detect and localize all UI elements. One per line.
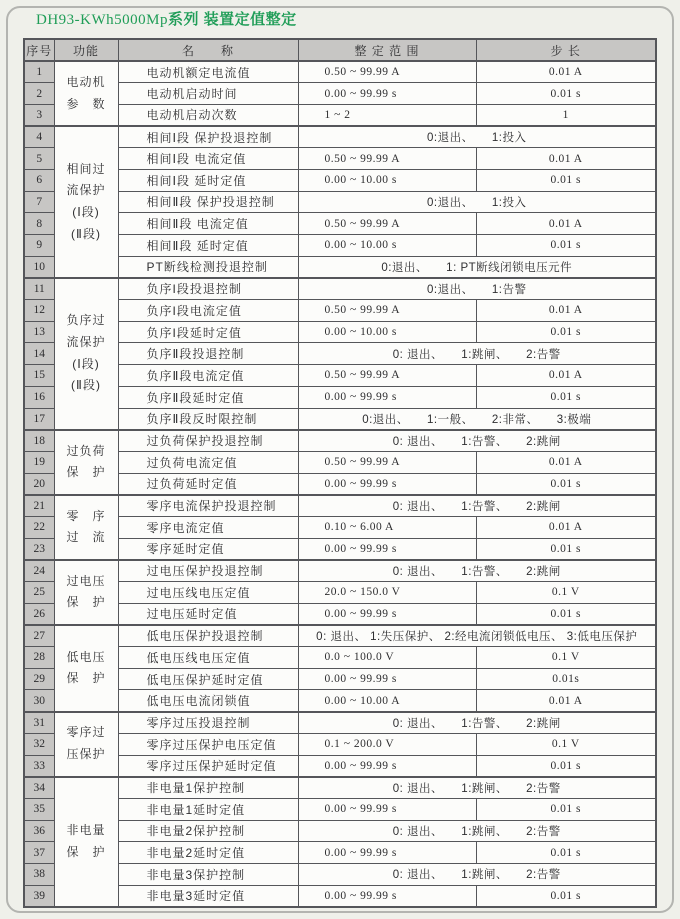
- setting-name-cell: 零序电流定值: [118, 516, 298, 538]
- step-size-cell: 0.01 s: [476, 321, 656, 343]
- row-number-cell: 15: [24, 365, 54, 387]
- setting-name-cell: 电动机启动时间: [118, 83, 298, 105]
- table-row: [24, 321, 656, 343]
- function-group-label: 零序过: [66, 725, 106, 740]
- setting-range-cell: 0.00 ~ 10.00 s: [298, 321, 476, 343]
- header-name: 名 称: [118, 39, 298, 61]
- row-number-cell: 7: [24, 191, 54, 213]
- function-group-label: 流保护: [66, 183, 106, 198]
- settings-table: [23, 38, 657, 908]
- function-group-label: 零 序: [66, 508, 106, 523]
- step-size-cell: 0.01 A: [476, 148, 656, 170]
- function-group-label: 保 护: [66, 595, 106, 610]
- row-number-cell: 32: [24, 733, 54, 755]
- row-number-cell: 22: [24, 516, 54, 538]
- step-size-cell: 0.1 V: [476, 582, 656, 604]
- setting-range-cell: 0.00 ~ 99.99 s: [298, 755, 476, 777]
- row-number-cell: 30: [24, 690, 54, 712]
- setting-range-cell: 0.00 ~ 99.99 s: [298, 798, 476, 820]
- setting-name-cell: 过负荷延时定值: [118, 473, 298, 495]
- table-row: [24, 191, 656, 213]
- row-number-cell: 38: [24, 863, 54, 885]
- table-row: [24, 278, 656, 300]
- table-row: [24, 777, 656, 799]
- setting-name-cell: 零序过压投退控制: [118, 712, 298, 734]
- row-number-cell: 17: [24, 408, 54, 430]
- table-row: [24, 126, 656, 148]
- function-group-zero-seq-overvolt: [54, 712, 118, 777]
- table-row: [24, 885, 656, 907]
- setting-options-cell: 0: 退出、 1:告警、 2:跳闸: [298, 430, 656, 452]
- function-group-phase-overcurrent: [54, 126, 118, 278]
- step-size-cell: 0.01 s: [476, 755, 656, 777]
- table-row: [24, 365, 656, 387]
- function-group-label: 非电量: [66, 823, 106, 838]
- function-group-label: 负序过: [66, 313, 106, 328]
- setting-range-cell: 0.50 ~ 99.99 A: [298, 61, 476, 83]
- setting-options-cell: 0: 退出、 1:失压保护、 2:经电流闭锁低电压、 3:低电压保护: [298, 625, 656, 647]
- step-size-cell: 0.01 A: [476, 690, 656, 712]
- table-header: [24, 39, 656, 61]
- function-group-label: 过负荷: [66, 443, 106, 458]
- setting-range-cell: 0.50 ~ 99.99 A: [298, 213, 476, 235]
- setting-range-cell: 1 ~ 2: [298, 104, 476, 126]
- setting-range-cell: 0.00 ~ 99.99 s: [298, 473, 476, 495]
- row-number-cell: 27: [24, 625, 54, 647]
- row-number-cell: 33: [24, 755, 54, 777]
- setting-name-cell: 非电量1保护控制: [118, 777, 298, 799]
- table-row: [24, 61, 656, 83]
- setting-name-cell: 非电量2延时定值: [118, 842, 298, 864]
- setting-name-cell: 相间Ⅱ段 保护投退控制: [118, 191, 298, 213]
- setting-options-cell: 0: 退出、 1:告警、 2:跳闸: [298, 495, 656, 517]
- step-size-cell: 0.01 s: [476, 169, 656, 191]
- setting-name-cell: 过电压保护投退控制: [118, 560, 298, 582]
- table-row: [24, 473, 656, 495]
- function-group-label: 保 护: [66, 671, 106, 686]
- setting-name-cell: 过电压延时定值: [118, 603, 298, 625]
- function-group-non-electric: [54, 777, 118, 907]
- function-group-overload: [54, 430, 118, 495]
- setting-range-cell: 20.0 ~ 150.0 V: [298, 582, 476, 604]
- row-number-cell: 26: [24, 603, 54, 625]
- setting-options-cell: 0: 退出、 1:告警、 2:跳闸: [298, 712, 656, 734]
- table-row: [24, 733, 656, 755]
- setting-range-cell: 0.00 ~ 10.00 s: [298, 169, 476, 191]
- row-number-cell: 28: [24, 647, 54, 669]
- setting-name-cell: 低电压电流闭锁值: [118, 690, 298, 712]
- function-group-motor-params: [54, 61, 118, 126]
- row-number-cell: 36: [24, 820, 54, 842]
- setting-options-cell: 0:退出、 1:投入: [298, 126, 656, 148]
- setting-options-cell: 0: 退出、 1:跳闸、 2:告警: [298, 343, 656, 365]
- setting-name-cell: 非电量2保护控制: [118, 820, 298, 842]
- step-size-cell: 0.01 A: [476, 213, 656, 235]
- step-size-cell: 0.01 s: [476, 603, 656, 625]
- function-group-label: 过 流: [66, 530, 106, 545]
- table-row: [24, 495, 656, 517]
- row-number-cell: 23: [24, 538, 54, 560]
- setting-range-cell: 0.00 ~ 99.99 s: [298, 386, 476, 408]
- table-row: [24, 560, 656, 582]
- setting-options-cell: 0: 退出、 1:告警、 2:跳闸: [298, 560, 656, 582]
- row-number-cell: 11: [24, 278, 54, 300]
- title-model-number: DH93-KWh5000Mp: [36, 12, 168, 28]
- setting-options-cell: 0:退出、 1:一般、 2:非常、 3:极端: [298, 408, 656, 430]
- setting-range-cell: 0.00 ~ 10.00 A: [298, 690, 476, 712]
- setting-name-cell: 过负荷电流定值: [118, 451, 298, 473]
- setting-name-cell: 负序I段投退控制: [118, 278, 298, 300]
- step-size-cell: 0.1 V: [476, 647, 656, 669]
- row-number-cell: 1: [24, 61, 54, 83]
- setting-range-cell: 0.00 ~ 99.99 s: [298, 603, 476, 625]
- table-row: [24, 538, 656, 560]
- row-number-cell: 3: [24, 104, 54, 126]
- setting-name-cell: 相间Ⅰ段 延时定值: [118, 169, 298, 191]
- row-number-cell: 13: [24, 321, 54, 343]
- step-size-cell: 0.01 s: [476, 538, 656, 560]
- row-number-cell: 25: [24, 582, 54, 604]
- table-row: [24, 842, 656, 864]
- table-row: [24, 712, 656, 734]
- function-group-label: 电动机: [66, 74, 106, 89]
- table-row: [24, 300, 656, 322]
- table-row: [24, 408, 656, 430]
- setting-options-cell: 0:退出、 1:告警: [298, 278, 656, 300]
- row-number-cell: 24: [24, 560, 54, 582]
- header-serial-number: 序号: [24, 39, 54, 61]
- title-suffix: 系列 装置定值整定: [168, 11, 297, 28]
- table-row: [24, 386, 656, 408]
- setting-name-cell: 非电量3延时定值: [118, 885, 298, 907]
- setting-name-cell: 电动机启动次数: [118, 104, 298, 126]
- row-number-cell: 20: [24, 473, 54, 495]
- header-step-size: 步 长: [476, 39, 656, 61]
- setting-name-cell: 负序Ⅱ段电流定值: [118, 365, 298, 387]
- table-row: [24, 625, 656, 647]
- step-size-cell: 0.01s: [476, 668, 656, 690]
- table-row: [24, 104, 656, 126]
- step-size-cell: 0.01 s: [476, 83, 656, 105]
- setting-range-cell: 0.50 ~ 99.99 A: [298, 451, 476, 473]
- setting-options-cell: 0:退出、 1: PT断线闭锁电压元件: [298, 256, 656, 278]
- setting-name-cell: 非电量3保护控制: [118, 863, 298, 885]
- row-number-cell: 34: [24, 777, 54, 799]
- row-number-cell: 14: [24, 343, 54, 365]
- setting-range-cell: 0.00 ~ 99.99 s: [298, 538, 476, 560]
- page-title: [36, 8, 297, 29]
- table-row: [24, 582, 656, 604]
- setting-name-cell: 相间Ⅰ段 电流定值: [118, 148, 298, 170]
- setting-name-cell: 电动机额定电流值: [118, 61, 298, 83]
- table-row: [24, 430, 656, 452]
- table-row: [24, 820, 656, 842]
- setting-name-cell: 非电量1延时定值: [118, 798, 298, 820]
- setting-name-cell: 零序过压保护电压定值: [118, 733, 298, 755]
- setting-range-cell: 0.00 ~ 99.99 s: [298, 842, 476, 864]
- setting-name-cell: 低电压线电压定值: [118, 647, 298, 669]
- setting-options-cell: 0:退出、 1:投入: [298, 191, 656, 213]
- row-number-cell: 6: [24, 169, 54, 191]
- setting-name-cell: 负序Ⅱ段投退控制: [118, 343, 298, 365]
- table-row: [24, 690, 656, 712]
- setting-range-cell: 0.1 ~ 200.0 V: [298, 733, 476, 755]
- step-size-cell: 0.01 A: [476, 300, 656, 322]
- row-number-cell: 29: [24, 668, 54, 690]
- setting-range-cell: 0.50 ~ 99.99 A: [298, 365, 476, 387]
- row-number-cell: 10: [24, 256, 54, 278]
- function-group-label: (Ⅱ段): [71, 378, 101, 393]
- table-row: [24, 148, 656, 170]
- row-number-cell: 2: [24, 83, 54, 105]
- setting-name-cell: 负序Ⅱ段反时限控制: [118, 408, 298, 430]
- step-size-cell: 0.01 A: [476, 451, 656, 473]
- table-row: [24, 516, 656, 538]
- row-number-cell: 21: [24, 495, 54, 517]
- table-row: [24, 343, 656, 365]
- setting-name-cell: 过电压线电压定值: [118, 582, 298, 604]
- setting-name-cell: 零序过压保护延时定值: [118, 755, 298, 777]
- row-number-cell: 39: [24, 885, 54, 907]
- step-size-cell: 1: [476, 104, 656, 126]
- row-number-cell: 31: [24, 712, 54, 734]
- function-group-negative-sequence: [54, 278, 118, 430]
- setting-options-cell: 0: 退出、 1:跳闸、 2:告警: [298, 863, 656, 885]
- setting-name-cell: 负序I段电流定值: [118, 300, 298, 322]
- step-size-cell: 0.01 s: [476, 798, 656, 820]
- row-number-cell: 35: [24, 798, 54, 820]
- row-number-cell: 5: [24, 148, 54, 170]
- setting-name-cell: 相间Ⅰ段 保护投退控制: [118, 126, 298, 148]
- table-row: [24, 647, 656, 669]
- setting-name-cell: 低电压保护延时定值: [118, 668, 298, 690]
- setting-name-cell: 相间Ⅱ段 电流定值: [118, 213, 298, 235]
- function-group-label: 过电压: [66, 573, 106, 588]
- step-size-cell: 0.01 s: [476, 235, 656, 257]
- function-group-label: 低电压: [66, 649, 106, 664]
- setting-options-cell: 0: 退出、 1:跳闸、 2:告警: [298, 777, 656, 799]
- setting-range-cell: 0.00 ~ 99.99 s: [298, 668, 476, 690]
- step-size-cell: 0.01 s: [476, 473, 656, 495]
- function-group-label: 流保护: [66, 335, 106, 350]
- row-number-cell: 4: [24, 126, 54, 148]
- row-number-cell: 37: [24, 842, 54, 864]
- setting-name-cell: 过负荷保护投退控制: [118, 430, 298, 452]
- function-group-label: (Ⅱ段): [71, 226, 101, 241]
- table-row: [24, 83, 656, 105]
- function-group-label: 相间过: [66, 161, 106, 176]
- function-group-undervoltage: [54, 625, 118, 712]
- table-row: [24, 603, 656, 625]
- row-number-cell: 18: [24, 430, 54, 452]
- step-size-cell: 0.01 A: [476, 365, 656, 387]
- setting-name-cell: 负序I段延时定值: [118, 321, 298, 343]
- table-row: [24, 451, 656, 473]
- step-size-cell: 0.01 A: [476, 516, 656, 538]
- header-function: 功能: [54, 39, 118, 61]
- setting-range-cell: 0.00 ~ 10.00 s: [298, 235, 476, 257]
- function-group-overvoltage: [54, 560, 118, 625]
- table-row: [24, 256, 656, 278]
- step-size-cell: 0.01 s: [476, 885, 656, 907]
- table-row: [24, 169, 656, 191]
- setting-range-cell: 0.50 ~ 99.99 A: [298, 300, 476, 322]
- row-number-cell: 19: [24, 451, 54, 473]
- table-row: [24, 235, 656, 257]
- setting-range-cell: 0.50 ~ 99.99 A: [298, 148, 476, 170]
- function-group-label: 参 数: [66, 96, 106, 111]
- setting-range-cell: 0.10 ~ 6.00 A: [298, 516, 476, 538]
- setting-name-cell: 零序电流保护投退控制: [118, 495, 298, 517]
- function-group-label: 压保护: [66, 747, 106, 762]
- step-size-cell: 0.01 s: [476, 386, 656, 408]
- step-size-cell: 0.01 s: [476, 842, 656, 864]
- row-number-cell: 12: [24, 300, 54, 322]
- function-group-zero-seq-overcurrent: [54, 495, 118, 560]
- setting-options-cell: 0: 退出、 1:跳闸、 2:告警: [298, 820, 656, 842]
- header-row: [24, 39, 656, 61]
- function-group-label: 保 护: [66, 465, 106, 480]
- setting-name-cell: 零序延时定值: [118, 538, 298, 560]
- table-body: [24, 61, 656, 907]
- table-row: [24, 863, 656, 885]
- row-number-cell: 8: [24, 213, 54, 235]
- row-number-cell: 16: [24, 386, 54, 408]
- step-size-cell: 0.1 V: [476, 733, 656, 755]
- function-group-label: (Ⅰ段): [72, 356, 100, 371]
- header-setting-range: 整 定 范 围: [298, 39, 476, 61]
- step-size-cell: 0.01 A: [476, 61, 656, 83]
- setting-range-cell: 0.00 ~ 99.99 s: [298, 885, 476, 907]
- row-number-cell: 9: [24, 235, 54, 257]
- table-row: [24, 798, 656, 820]
- function-group-label: (Ⅰ段): [72, 204, 100, 219]
- setting-range-cell: 0.00 ~ 99.99 s: [298, 83, 476, 105]
- table-row: [24, 668, 656, 690]
- setting-name-cell: 低电压保护投退控制: [118, 625, 298, 647]
- function-group-label: 保 护: [66, 844, 106, 859]
- table-row: [24, 213, 656, 235]
- setting-name-cell: PT断线检测投退控制: [118, 256, 298, 278]
- setting-range-cell: 0.0 ~ 100.0 V: [298, 647, 476, 669]
- setting-name-cell: 负序Ⅱ段延时定值: [118, 386, 298, 408]
- table-row: [24, 755, 656, 777]
- setting-name-cell: 相间Ⅱ段 延时定值: [118, 235, 298, 257]
